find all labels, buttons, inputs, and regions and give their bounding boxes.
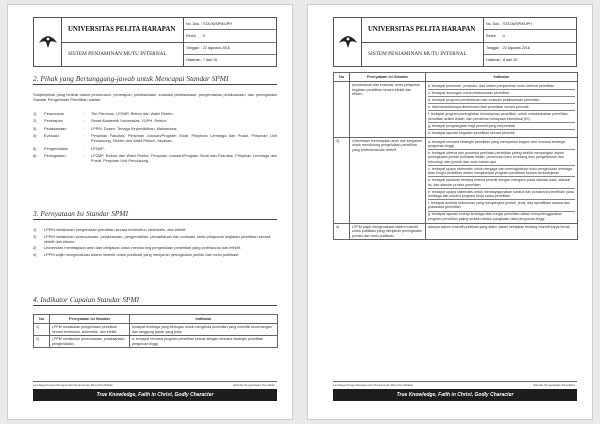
indicator-item: c. terdapat upaya sistematis untuk menjaga dan meningkatkan mutu pengelolaan lembaga atau fungsi penelitian dalam menjalankan program penelitian secara berkelanjutan [428,166,575,177]
statement-item [33,245,277,250]
party-row: 3) Pelaksanaan : LPPM, Dosen, Tenaga Kependidikan, Mahasiswa; [33,126,277,131]
statement-text: Universitas menetapkan arah dan kebijakan untuk mendorong pengelolaan penelitian yang profesional dan efektif. [44,245,241,251]
section-2-intro: Subjek/pihak yang terlibat dalam perumusan, penetapan, pelaksanaan, evaluasi pelaksanaan, pengendalian pelaksanaan, dan peningkatan Standar Pengelolaan Penelitian adalah: [33,92,277,102]
footer-motto: True Knowledge, Faith in Christ, Godly Character [33,389,277,401]
meta-value: : STA 06/SPM/UPH [501,21,532,26]
statement-item [33,227,277,232]
indicator-item: d. terdapat panduan tentang kriteria peneliti dengan mengacu pada standar hasil, standar isi, dan standar proses penelitian [428,177,575,188]
meta-key: Revisi [186,33,196,38]
table-row [334,137,578,223]
party-desc: LPPM, Dosen, Tenaga Kependidikan, Mahasiswa; [91,125,178,131]
row-statement: LPPM wajib mengevaluasi sistem insentif untuk publikasi yang menjamin peningkatan jumlah dan mutu publikasi. [350,224,426,240]
indicator-item: f. terdapat analisis kebutuhan yang menyangkut jumlah, jenis, dan spesifikasi sarana dan prasarana penelitian [428,200,575,211]
footer-standard: Standar Pengelolaan Penelitian [532,383,575,387]
row-statement: Universitas menetapkan arah dan kebijakan untuk mendorong pengelolaan penelitian yang profesional dan efektif. [350,137,426,223]
row-number: 4) [334,224,350,240]
party-number: 6) [33,152,37,158]
meta-value: : 22 Agustus 2016 [201,46,230,51]
indicator-table [333,72,578,240]
section-2-title: 2. Pihak yang Bertanggung-jawab untuk Mencapai Standar SPMI [33,74,277,85]
column-header: Pernyataan Isi Standar [50,315,130,324]
document-page-right [307,4,593,420]
meta-value: : 0 [201,33,205,38]
party-row: 6) Peningkatan : LP2MP, Rektor dan Wakil Rektor, Pimpinan Jurusan/Program Studi dan Fakultas, Pimpinan Lembaga dan Pusat, Pimpinan Unit Pendukung. [33,152,277,163]
row-number: 2) [34,336,50,348]
document-meta [484,18,576,66]
meta-key: No. Dok. [186,21,200,26]
footer-divider [333,381,577,382]
indicator-item: g. terdapat laporan kinerja lembaga atau fungsi penelitian dalam menyelenggarakan program penelitian paling sedikit melalui pangkalan data perguruan tinggi [428,212,562,221]
row-indicators [426,82,578,137]
indicator-item: g. terdapat penghargaan bagi peneliti yang berprestasi [428,123,575,130]
university-name: UNIVERSITAS PELITA HARAPAN [362,18,483,43]
meta-value: : 0 [501,33,505,38]
row-statement: pemantauan dan evaluasi, serta pelaporan kegiatan penelitian secara efektif dan efisien. [350,82,426,137]
table-row [34,336,278,348]
party-number: 5) [33,145,37,151]
party-term: Pelaksanaan [44,125,67,131]
document-header [33,17,277,67]
party-row: 5) Pengendalian : LP2MP; [33,146,277,151]
statement-number: 4) [33,251,37,257]
column-header: No [334,73,350,82]
meta-key: Tanggal [486,46,499,51]
indicator-item: f. terdapat program peningkatan kemampuan penelitian, untuk melaksanakan penelitian, penulisan artikel ilmiah, dan perolehan kekayaan intelektual (KI) [428,111,575,122]
meta-key: No. Dok. [486,21,500,26]
column-header: Indikator [426,73,578,82]
university-logo [334,18,362,66]
table-row [334,224,578,240]
indicator-table [33,314,278,348]
table-header-row [34,315,278,324]
section-4-title: 4. Indikator Capaian Standar SPMI [33,295,277,306]
party-number: 3) [33,125,37,131]
footer-standard: Standar Pengelolaan Penelitian [232,383,275,387]
parties-list [33,111,277,165]
party-desc: Tim Perumus, LP2MP, Rektor dan Wakil Rektor; [91,111,174,116]
row-number [334,82,350,137]
row-number: 1) [34,324,50,336]
party-number: 4) [33,133,37,139]
statement-number: 2) [33,233,37,239]
statement-text: LPPM melakukan pengelolaan penelitian secara terstruktur, sistematis, dan efektif. [44,227,187,232]
party-number: 2) [33,118,37,124]
row-statement: LPPM melakukan pengelolaan penelitian secara terstruktur, sistematis, dan efektif. [50,324,130,336]
statement-number: 3) [33,245,37,251]
footer-divider [33,381,277,382]
party-row: 4) Evaluasi : Pimpinan Fakultas, Pimpinan Jurusan/Program Studi, Pimpinan Lembaga dan Pusat, Pimpinan Unit Pendukung, Rektor dan Wakil Rektor, Yayasan; [33,133,277,144]
statement-number: 1) [33,227,37,232]
party-desc: LP2MP, Rektor dan Wakil Rektor, Pimpinan Jurusan/Program Studi dan Fakultas, Pimpinan Lembaga dan Pusat, Pimpinan Unit Pendukung. [91,152,277,163]
indicator-item: e. terdapat upaya sistematis untuk mendayagunakan sarana dan prasarana penelitian pada lembaga lain melalui program kerja sama penelitian [428,189,575,200]
party-term: Peningkatan [44,152,66,158]
column-header: No [34,315,50,324]
indicator-item: h. terdapat laporan kegiatan penelitian secara periodik [428,130,515,135]
row-indicator: a. terdapat rencana program penelitian sesuai dengan rencana strategis penelitian perguruan tinggi [130,336,278,348]
party-term: Evaluasi [44,133,59,139]
footer-institution: Lembaga Pengembangan dan Penjaminan Mutu Pendidikan [333,383,414,387]
document-page-left [7,4,293,420]
system-name: SISTEM PENJAMINAN MUTU INTERNAL [368,51,467,58]
meta-key: Tanggal [186,46,199,51]
university-name: UNIVERSITAS PELITA HARAPAN [62,18,183,43]
footer-motto: True Knowledge, Faith in Christ, Godly Character [333,389,577,401]
table-row [34,324,278,336]
row-number: 3) [334,137,350,223]
column-header: Indikator [130,315,278,324]
meta-value: : 8 dari 15 [501,58,517,63]
statement-item [33,234,277,244]
university-logo [34,18,62,66]
statements-list [33,227,277,258]
system-name: SISTEM PENJAMINAN MUTU INTERNAL [68,51,167,58]
party-desc: LP2MP; [91,145,105,151]
row-statement: LPPM melakukan perencanaan, pelaksanaan, pengendalian, [50,336,130,348]
section-3-title: 3. Pernyataan Isi Standar SPMI [33,209,277,220]
row-indicator: adanya sistem insentif publikasi yang diatur dalam kebijakan tentang insentif karya ilmiah [426,224,578,240]
statement-text: LPPM melakukan perencanaan, pelaksanaan, pengendalian, pemantauan dan evaluasi, serta pelaporan kegiatan penelitian secara efektif dan efisien. [44,233,271,244]
indicator-item: e. diseminasikannya diseminasi hasil penelitian secara periodik [428,104,575,111]
statement-item [33,252,277,257]
document-meta [184,18,276,66]
party-row: 2) Penetapan : Senat Akademik Universitas, YUPH, Rektor; [33,118,277,123]
column-header: Pernyataan Isi Standar [350,73,426,82]
meta-value: : STA 06/SPM/UPH [201,21,232,26]
meta-key: Halaman [486,58,501,63]
party-row: 1) Perumusan : Tim Perumus, LP2MP, Rektor dan Wakil Rektor; [33,111,277,116]
meta-key: Revisi [486,33,496,38]
meta-value: : 22 Agustus 2016 [501,46,530,51]
footer-institution: Lembaga Pengembangan dan Penjaminan Mutu Pendidikan [33,383,114,387]
indicator-item: b. terdapat kriteria dan prosedur penilaian penelitian paling sedikit menyangkut aspek peningkatan jumlah publikasi ilmiah, penemuan baru di bidang ilmu pengetahuan dan teknologi, dan jumlah dan mutu bahan ajar [428,150,575,166]
indicator-item: a. terdapat rencana strategis penelitian yang merupakan bagian dari rencana strategis perguruan tinggi [428,139,575,150]
statement-text: LPPM wajib mengevaluasi sistem insentif untuk publikasi yang menjamin peningkatan jumlah dan mutu publikasi. [44,251,240,257]
indicator-item: b. terdapat pedoman, prosedur, dan sistem penjaminan mutu internal penelitian [428,83,575,90]
meta-key: Halaman [186,58,201,63]
row-indicator: terdapat lembaga yang bertugas untuk mengelola penelitian yang memiliki kewenangan dan tanggung jawab yang jelas [130,324,278,336]
row-indicators [426,137,578,223]
document-header [333,17,577,67]
table-row [334,82,578,137]
party-number: 1) [33,111,37,116]
meta-value: : 7 dari 15 [201,58,217,63]
indicator-item: d. terdapat program pemantauan dan evaluasi pelaksanaan penelitian [428,97,575,104]
party-term: Perumusan [44,111,64,116]
party-desc: Pimpinan Fakultas, Pimpinan Jurusan/Program Studi, Pimpinan Lembaga dan Pusat, Pimpinan Unit Pendukung, Rektor dan Wakil Rektor, Yayasan; [91,133,277,144]
party-desc: Senat Akademik Universitas, YUPH, Rektor; [91,118,168,124]
party-term: Penetapan [44,118,63,124]
party-term: Pengendalian [44,145,68,151]
indicator-item: c. terdapat dukungan untuk pelaksanaan penelitian [428,90,575,97]
table-header-row [334,73,578,82]
